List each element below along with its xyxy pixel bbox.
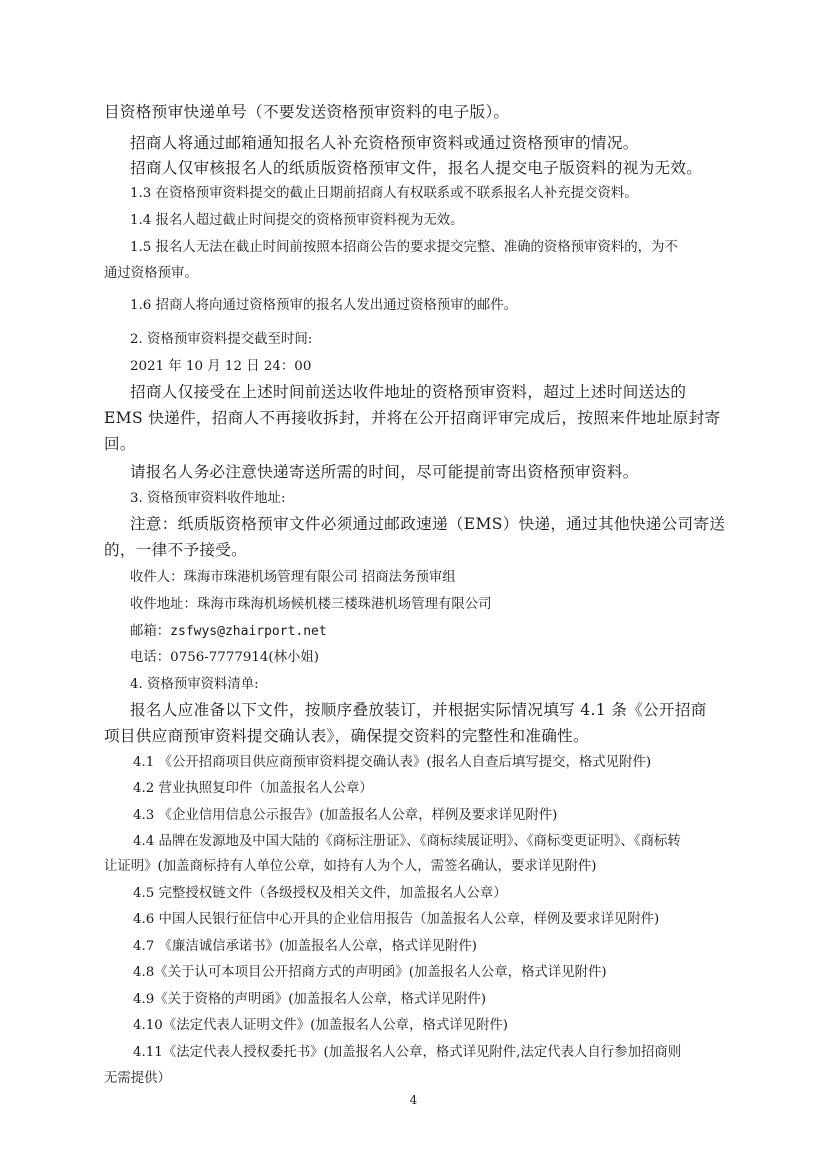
list-item: 4.11《法定代表人授权委托书》(加盖报名人公章，格式详见附件,法定代表人自行参加招商则 [133,1045,682,1060]
list-item: 4.3 《企业信用信息公示报告》(加盖报名人公章，样例及要求详见附件) [133,808,558,823]
list-item: 4.1 《公开招商项目供应商预审资料提交确认表》(报名人自查后填写提交，格式见附件) [133,755,652,770]
page-number: 4 [409,1093,418,1107]
list-item: 让证明》(加盖商标持有人单位公章，如持有人为个人，需签名确认，要求详见附件) [104,859,597,874]
text-line: 招商人将通过邮箱通知报名人补充资格预审资料或通过资格预审的情况。 [130,134,639,152]
text-line: 注意：纸质版资格预审文件必须通过邮政速递（EMS）快递，通过其他快递公司寄送 [130,515,726,533]
email-line [130,622,327,642]
text-line: 1.3 在资格预审资料提交的截止日期前招商人有权联系或不联系报名人补充提交资料。 [130,186,638,201]
list-item: 4.6 中国人民银行征信中心开具的企业信用报告（加盖报名人公章，样例及要求详见附件) [133,912,660,927]
list-item: 4.7 《廉洁诚信承诺书》(加盖报名人公章，格式详见附件) [133,939,477,954]
text-line: 1.6 招商人将向通过资格预审的报名人发出通过资格预审的邮件。 [130,298,518,313]
text-line: 1.5 报名人无法在截止时间前按照本招商公告的要求提交完整、准确的资格预审资料的，为不 [130,240,678,255]
section-heading: 3. 资格预审资料收件地址: [130,491,286,506]
list-item: 无需提供） [104,1071,171,1086]
text-line: 请报名人务必注意快递寄送所需的时间，尽可能提前寄出资格预审资料。 [130,463,639,481]
text-line: 招商人仅接受在上述时间前送达收件地址的资格预审资料，超过上述时间送达的 [130,383,687,401]
text-line: 的，一律不予接受。 [104,541,248,559]
list-item: 4.9《关于资格的声明函》(加盖报名人公章，格式详见附件) [133,992,487,1007]
list-item: 4.4 品牌在发源地及中国大陆的《商标注册证》、《商标续展证明》、《商标变更证明》、《商标转 [133,834,681,849]
text-line: 收件人：珠海市珠港机场管理有限公司 招商法务预审组 [130,570,456,585]
list-item: 4.5 完整授权链文件（各级授权及相关文件，加盖报名人公章） [133,886,507,901]
email-label: 邮箱： [130,624,171,639]
list-item: 4.8《关于认可本项目公开招商方式的声明函》(加盖报名人公章，格式详见附件) [133,965,607,980]
text-line: 收件地址：珠海市珠海机场候机楼三楼珠港机场管理有限公司 [130,597,492,612]
text-line: 报名人应准备以下文件，按顺序叠放装订，并根据实际情况填写 4.1 条《公开招商 [130,701,707,719]
list-item: 4.2 营业执照复印件（加盖报名人公章） [133,781,373,796]
list-item: 4.10《法定代表人证明文件》(加盖报名人公章，格式详见附件) [133,1018,509,1033]
text-line: EMS 快递件，招商人不再接收拆封，并将在公开招商评审完成后，按照来件地址原封寄 [104,409,721,427]
text-line: 招商人仅审核报名人的纸质版资格预审文件，报名人提交电子版资料的视为无效。 [130,159,703,177]
text-line: 通过资格预审。 [104,266,198,281]
section-heading: 4. 资格预审资料清单: [130,677,259,692]
text-line: 项目供应商预审资料提交确认表》，确保提交资料的完整性和准确性。 [104,727,589,745]
section-heading: 2. 资格预审资料提交截至时间: [130,332,313,347]
text-line: 1.4 报名人超过截止时间提交的资格预审资料视为无效。 [130,213,464,228]
text-line: 目资格预审快递单号（不要发送资格预审资料的电子版）。 [104,103,510,121]
text-line: 电话：0756-7777914(林小姐) [130,650,320,665]
text-line: 回。 [104,435,136,453]
email-link[interactable]: zsfwys@zhairport.net [170,624,327,639]
text-line: 2021 年 10 月 12 日 24：00 [130,359,312,374]
